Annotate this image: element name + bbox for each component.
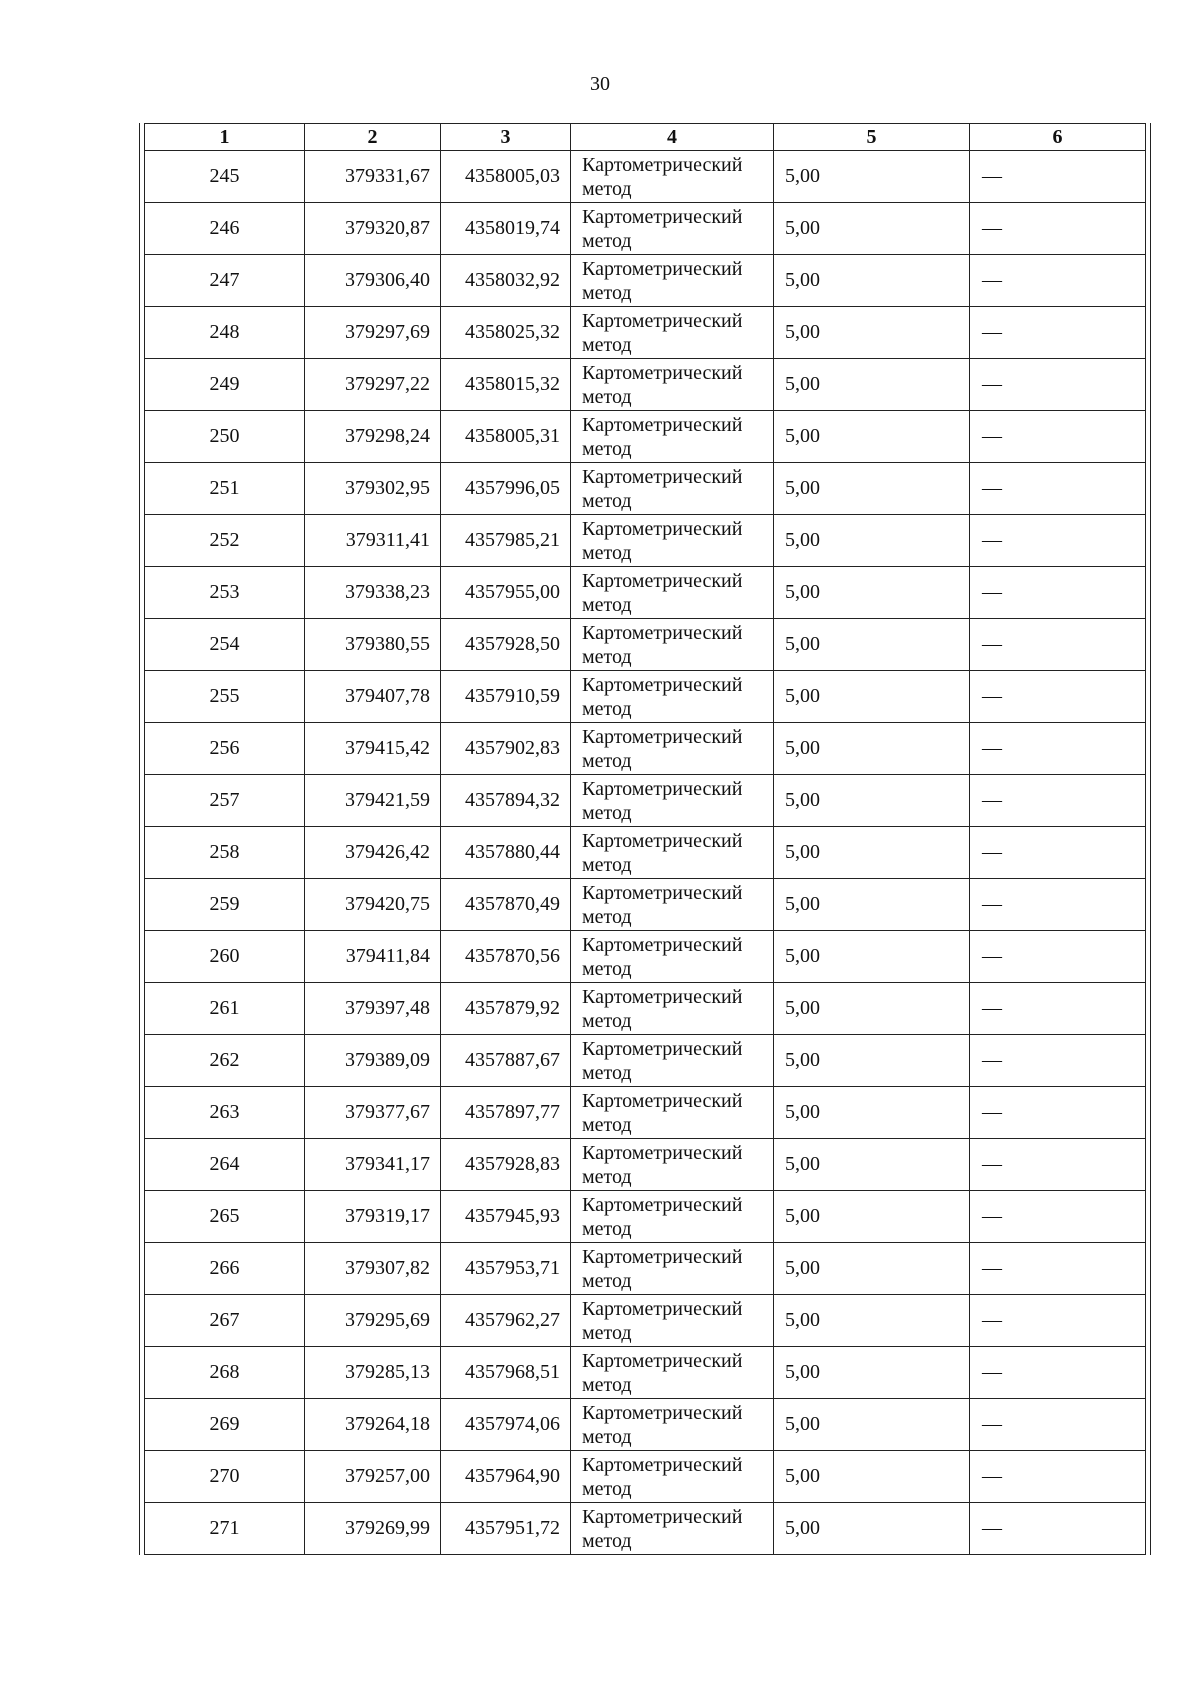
accuracy-cell: 5,00 bbox=[774, 723, 970, 775]
method-line-1: Картометрический bbox=[582, 1401, 743, 1424]
method-line-2: метод bbox=[582, 489, 632, 512]
y-coordinate-cell: 4357945,93 bbox=[441, 1191, 571, 1243]
table-row bbox=[145, 671, 1146, 723]
method-cell bbox=[571, 1399, 774, 1451]
x-coordinate-cell: 379264,18 bbox=[305, 1399, 441, 1451]
y-coordinate-cell: 4357996,05 bbox=[441, 463, 571, 515]
method-line-2: метод bbox=[582, 853, 632, 876]
accuracy-cell: 5,00 bbox=[774, 151, 970, 203]
note-cell: — bbox=[970, 1243, 1146, 1295]
method-cell bbox=[571, 1243, 774, 1295]
method-cell bbox=[571, 359, 774, 411]
page-number: 30 bbox=[590, 73, 610, 95]
column-header-3: 3 bbox=[441, 124, 571, 151]
point-number-cell: 259 bbox=[145, 879, 305, 931]
method-line-2: метод bbox=[582, 1373, 632, 1396]
point-number-cell: 252 bbox=[145, 515, 305, 567]
method-line-1: Картометрический bbox=[582, 725, 743, 748]
table-row bbox=[145, 1451, 1146, 1503]
table-row bbox=[145, 619, 1146, 671]
method-cell bbox=[571, 671, 774, 723]
note-cell: — bbox=[970, 879, 1146, 931]
accuracy-cell: 5,00 bbox=[774, 1139, 970, 1191]
table-row bbox=[145, 1035, 1146, 1087]
table-row bbox=[145, 359, 1146, 411]
method-line-1: Картометрический bbox=[582, 413, 743, 436]
y-coordinate-cell: 4358005,31 bbox=[441, 411, 571, 463]
table-row bbox=[145, 307, 1146, 359]
method-cell bbox=[571, 411, 774, 463]
method-line-1: Картометрический bbox=[582, 205, 743, 228]
method-line-2: метод bbox=[582, 749, 632, 772]
note-cell: — bbox=[970, 515, 1146, 567]
y-coordinate-cell: 4357897,77 bbox=[441, 1087, 571, 1139]
y-coordinate-cell: 4358015,32 bbox=[441, 359, 571, 411]
method-cell bbox=[571, 151, 774, 203]
point-number-cell: 249 bbox=[145, 359, 305, 411]
accuracy-cell: 5,00 bbox=[774, 515, 970, 567]
point-number-cell: 261 bbox=[145, 983, 305, 1035]
y-coordinate-cell: 4357887,67 bbox=[441, 1035, 571, 1087]
column-header-2: 2 bbox=[305, 124, 441, 151]
note-cell: — bbox=[970, 1087, 1146, 1139]
accuracy-cell: 5,00 bbox=[774, 1243, 970, 1295]
accuracy-cell: 5,00 bbox=[774, 775, 970, 827]
x-coordinate-cell: 379389,09 bbox=[305, 1035, 441, 1087]
x-coordinate-cell: 379257,00 bbox=[305, 1451, 441, 1503]
y-coordinate-cell: 4357955,00 bbox=[441, 567, 571, 619]
accuracy-cell: 5,00 bbox=[774, 619, 970, 671]
table-row bbox=[145, 1399, 1146, 1451]
method-cell bbox=[571, 879, 774, 931]
method-cell bbox=[571, 1087, 774, 1139]
table-row bbox=[145, 1087, 1146, 1139]
x-coordinate-cell: 379407,78 bbox=[305, 671, 441, 723]
method-line-1: Картометрический bbox=[582, 621, 743, 644]
accuracy-cell: 5,00 bbox=[774, 463, 970, 515]
y-coordinate-cell: 4357974,06 bbox=[441, 1399, 571, 1451]
x-coordinate-cell: 379415,42 bbox=[305, 723, 441, 775]
x-coordinate-cell: 379297,69 bbox=[305, 307, 441, 359]
table-header-row bbox=[145, 124, 1146, 151]
accuracy-cell: 5,00 bbox=[774, 203, 970, 255]
x-coordinate-cell: 379311,41 bbox=[305, 515, 441, 567]
point-number-cell: 248 bbox=[145, 307, 305, 359]
accuracy-cell: 5,00 bbox=[774, 1399, 970, 1451]
y-coordinate-cell: 4358025,32 bbox=[441, 307, 571, 359]
note-cell: — bbox=[970, 827, 1146, 879]
method-line-1: Картометрический bbox=[582, 673, 743, 696]
note-cell: — bbox=[970, 1503, 1146, 1555]
note-cell: — bbox=[970, 359, 1146, 411]
method-line-2: метод bbox=[582, 697, 632, 720]
table-row bbox=[145, 1347, 1146, 1399]
method-line-1: Картометрический bbox=[582, 361, 743, 384]
method-cell bbox=[571, 1347, 774, 1399]
method-line-1: Картометрический bbox=[582, 517, 743, 540]
point-number-cell: 267 bbox=[145, 1295, 305, 1347]
note-cell: — bbox=[970, 255, 1146, 307]
x-coordinate-cell: 379331,67 bbox=[305, 151, 441, 203]
accuracy-cell: 5,00 bbox=[774, 1451, 970, 1503]
method-line-1: Картометрический bbox=[582, 257, 743, 280]
x-coordinate-cell: 379397,48 bbox=[305, 983, 441, 1035]
note-cell: — bbox=[970, 983, 1146, 1035]
note-cell: — bbox=[970, 1191, 1146, 1243]
method-line-2: метод bbox=[582, 957, 632, 980]
column-header-1: 1 bbox=[145, 124, 305, 151]
note-cell: — bbox=[970, 463, 1146, 515]
table-row bbox=[145, 1503, 1146, 1555]
y-coordinate-cell: 4357902,83 bbox=[441, 723, 571, 775]
y-coordinate-cell: 4357928,83 bbox=[441, 1139, 571, 1191]
point-number-cell: 258 bbox=[145, 827, 305, 879]
y-coordinate-cell: 4357951,72 bbox=[441, 1503, 571, 1555]
point-number-cell: 245 bbox=[145, 151, 305, 203]
y-coordinate-cell: 4357928,50 bbox=[441, 619, 571, 671]
point-number-cell: 271 bbox=[145, 1503, 305, 1555]
y-coordinate-cell: 4357910,59 bbox=[441, 671, 571, 723]
y-coordinate-cell: 4357894,32 bbox=[441, 775, 571, 827]
coordinates-table bbox=[144, 123, 1146, 1555]
method-cell bbox=[571, 1451, 774, 1503]
x-coordinate-cell: 379269,99 bbox=[305, 1503, 441, 1555]
point-number-cell: 253 bbox=[145, 567, 305, 619]
method-cell bbox=[571, 1139, 774, 1191]
x-coordinate-cell: 379426,42 bbox=[305, 827, 441, 879]
method-line-1: Картометрический bbox=[582, 1037, 743, 1060]
method-cell bbox=[571, 983, 774, 1035]
table-row bbox=[145, 1243, 1146, 1295]
point-number-cell: 247 bbox=[145, 255, 305, 307]
point-number-cell: 270 bbox=[145, 1451, 305, 1503]
x-coordinate-cell: 379319,17 bbox=[305, 1191, 441, 1243]
method-line-2: метод bbox=[582, 1165, 632, 1188]
x-coordinate-cell: 379377,67 bbox=[305, 1087, 441, 1139]
x-coordinate-cell: 379320,87 bbox=[305, 203, 441, 255]
y-coordinate-cell: 4357962,27 bbox=[441, 1295, 571, 1347]
point-number-cell: 269 bbox=[145, 1399, 305, 1451]
accuracy-cell: 5,00 bbox=[774, 411, 970, 463]
method-line-2: метод bbox=[582, 593, 632, 616]
note-cell: — bbox=[970, 723, 1146, 775]
y-coordinate-cell: 4357985,21 bbox=[441, 515, 571, 567]
method-cell bbox=[571, 515, 774, 567]
table-row bbox=[145, 203, 1146, 255]
point-number-cell: 266 bbox=[145, 1243, 305, 1295]
method-cell bbox=[571, 567, 774, 619]
x-coordinate-cell: 379338,23 bbox=[305, 567, 441, 619]
method-line-1: Картометрический bbox=[582, 985, 743, 1008]
point-number-cell: 265 bbox=[145, 1191, 305, 1243]
accuracy-cell: 5,00 bbox=[774, 1087, 970, 1139]
point-number-cell: 255 bbox=[145, 671, 305, 723]
accuracy-cell: 5,00 bbox=[774, 567, 970, 619]
method-line-2: метод bbox=[582, 385, 632, 408]
note-cell: — bbox=[970, 1399, 1146, 1451]
method-line-2: метод bbox=[582, 541, 632, 564]
method-cell bbox=[571, 827, 774, 879]
method-line-1: Картометрический bbox=[582, 933, 743, 956]
column-header-6: 6 bbox=[970, 124, 1146, 151]
point-number-cell: 254 bbox=[145, 619, 305, 671]
accuracy-cell: 5,00 bbox=[774, 983, 970, 1035]
x-coordinate-cell: 379421,59 bbox=[305, 775, 441, 827]
accuracy-cell: 5,00 bbox=[774, 1503, 970, 1555]
method-line-1: Картометрический bbox=[582, 1297, 743, 1320]
method-line-2: метод bbox=[582, 801, 632, 824]
method-cell bbox=[571, 255, 774, 307]
x-coordinate-cell: 379285,13 bbox=[305, 1347, 441, 1399]
column-header-4: 4 bbox=[571, 124, 774, 151]
method-line-1: Картометрический bbox=[582, 1349, 743, 1372]
note-cell: — bbox=[970, 1451, 1146, 1503]
point-number-cell: 260 bbox=[145, 931, 305, 983]
y-coordinate-cell: 4357879,92 bbox=[441, 983, 571, 1035]
y-coordinate-cell: 4357870,56 bbox=[441, 931, 571, 983]
note-cell: — bbox=[970, 203, 1146, 255]
method-line-1: Картометрический bbox=[582, 1453, 743, 1476]
point-number-cell: 263 bbox=[145, 1087, 305, 1139]
note-cell: — bbox=[970, 1295, 1146, 1347]
method-line-1: Картометрический bbox=[582, 153, 743, 176]
accuracy-cell: 5,00 bbox=[774, 1191, 970, 1243]
point-number-cell: 262 bbox=[145, 1035, 305, 1087]
method-line-2: метод bbox=[582, 1217, 632, 1240]
point-number-cell: 256 bbox=[145, 723, 305, 775]
method-cell bbox=[571, 307, 774, 359]
accuracy-cell: 5,00 bbox=[774, 307, 970, 359]
method-line-2: метод bbox=[582, 281, 632, 304]
method-line-2: метод bbox=[582, 1009, 632, 1032]
method-cell bbox=[571, 931, 774, 983]
method-line-1: Картометрический bbox=[582, 309, 743, 332]
x-coordinate-cell: 379380,55 bbox=[305, 619, 441, 671]
x-coordinate-cell: 379420,75 bbox=[305, 879, 441, 931]
method-line-1: Картометрический bbox=[582, 1505, 743, 1528]
method-line-2: метод bbox=[582, 177, 632, 200]
method-line-1: Картометрический bbox=[582, 1245, 743, 1268]
point-number-cell: 246 bbox=[145, 203, 305, 255]
method-line-1: Картометрический bbox=[582, 465, 743, 488]
accuracy-cell: 5,00 bbox=[774, 1035, 970, 1087]
y-coordinate-cell: 4358019,74 bbox=[441, 203, 571, 255]
table-row bbox=[145, 1139, 1146, 1191]
point-number-cell: 268 bbox=[145, 1347, 305, 1399]
note-cell: — bbox=[970, 151, 1146, 203]
table-row bbox=[145, 1191, 1146, 1243]
note-cell: — bbox=[970, 411, 1146, 463]
table-row bbox=[145, 775, 1146, 827]
method-cell bbox=[571, 1035, 774, 1087]
method-cell bbox=[571, 1503, 774, 1555]
x-coordinate-cell: 379306,40 bbox=[305, 255, 441, 307]
table-row bbox=[145, 567, 1146, 619]
y-coordinate-cell: 4357964,90 bbox=[441, 1451, 571, 1503]
method-cell bbox=[571, 203, 774, 255]
point-number-cell: 257 bbox=[145, 775, 305, 827]
note-cell: — bbox=[970, 931, 1146, 983]
method-line-2: метод bbox=[582, 1321, 632, 1344]
note-cell: — bbox=[970, 619, 1146, 671]
y-coordinate-cell: 4358005,03 bbox=[441, 151, 571, 203]
table-row bbox=[145, 983, 1146, 1035]
accuracy-cell: 5,00 bbox=[774, 1347, 970, 1399]
table-row bbox=[145, 463, 1146, 515]
method-line-2: метод bbox=[582, 1269, 632, 1292]
method-line-1: Картометрический bbox=[582, 881, 743, 904]
note-cell: — bbox=[970, 1035, 1146, 1087]
table-row bbox=[145, 1295, 1146, 1347]
method-line-1: Картометрический bbox=[582, 1193, 743, 1216]
point-number-cell: 250 bbox=[145, 411, 305, 463]
accuracy-cell: 5,00 bbox=[774, 827, 970, 879]
method-cell bbox=[571, 1191, 774, 1243]
y-coordinate-cell: 4357968,51 bbox=[441, 1347, 571, 1399]
method-cell bbox=[571, 723, 774, 775]
method-line-2: метод bbox=[582, 905, 632, 928]
note-cell: — bbox=[970, 1347, 1146, 1399]
method-line-2: метод bbox=[582, 1477, 632, 1500]
x-coordinate-cell: 379298,24 bbox=[305, 411, 441, 463]
accuracy-cell: 5,00 bbox=[774, 359, 970, 411]
method-line-1: Картометрический bbox=[582, 829, 743, 852]
method-line-2: метод bbox=[582, 1529, 632, 1552]
y-coordinate-cell: 4357953,71 bbox=[441, 1243, 571, 1295]
method-line-2: метод bbox=[582, 645, 632, 668]
method-line-1: Картометрический bbox=[582, 777, 743, 800]
note-cell: — bbox=[970, 775, 1146, 827]
method-line-1: Картометрический bbox=[582, 1141, 743, 1164]
point-number-cell: 264 bbox=[145, 1139, 305, 1191]
table-row bbox=[145, 515, 1146, 567]
method-cell bbox=[571, 463, 774, 515]
method-line-1: Картометрический bbox=[582, 569, 743, 592]
method-cell bbox=[571, 619, 774, 671]
method-line-2: метод bbox=[582, 437, 632, 460]
y-coordinate-cell: 4357870,49 bbox=[441, 879, 571, 931]
method-line-2: метод bbox=[582, 1113, 632, 1136]
note-cell: — bbox=[970, 567, 1146, 619]
note-cell: — bbox=[970, 671, 1146, 723]
x-coordinate-cell: 379411,84 bbox=[305, 931, 441, 983]
point-number-cell: 251 bbox=[145, 463, 305, 515]
table-row bbox=[145, 255, 1146, 307]
x-coordinate-cell: 379307,82 bbox=[305, 1243, 441, 1295]
method-cell bbox=[571, 775, 774, 827]
table-row bbox=[145, 931, 1146, 983]
x-coordinate-cell: 379297,22 bbox=[305, 359, 441, 411]
y-coordinate-cell: 4357880,44 bbox=[441, 827, 571, 879]
accuracy-cell: 5,00 bbox=[774, 1295, 970, 1347]
column-header-5: 5 bbox=[774, 124, 970, 151]
table-row bbox=[145, 411, 1146, 463]
coordinates-table-frame bbox=[139, 123, 1151, 1555]
accuracy-cell: 5,00 bbox=[774, 671, 970, 723]
accuracy-cell: 5,00 bbox=[774, 879, 970, 931]
accuracy-cell: 5,00 bbox=[774, 931, 970, 983]
table-row bbox=[145, 723, 1146, 775]
method-line-1: Картометрический bbox=[582, 1089, 743, 1112]
table-row bbox=[145, 879, 1146, 931]
method-line-2: метод bbox=[582, 229, 632, 252]
table-row bbox=[145, 151, 1146, 203]
note-cell: — bbox=[970, 307, 1146, 359]
x-coordinate-cell: 379295,69 bbox=[305, 1295, 441, 1347]
x-coordinate-cell: 379341,17 bbox=[305, 1139, 441, 1191]
method-line-2: метод bbox=[582, 1061, 632, 1084]
y-coordinate-cell: 4358032,92 bbox=[441, 255, 571, 307]
x-coordinate-cell: 379302,95 bbox=[305, 463, 441, 515]
method-line-2: метод bbox=[582, 1425, 632, 1448]
accuracy-cell: 5,00 bbox=[774, 255, 970, 307]
table-row bbox=[145, 827, 1146, 879]
method-line-2: метод bbox=[582, 333, 632, 356]
table-body bbox=[145, 151, 1146, 1555]
method-cell bbox=[571, 1295, 774, 1347]
note-cell: — bbox=[970, 1139, 1146, 1191]
